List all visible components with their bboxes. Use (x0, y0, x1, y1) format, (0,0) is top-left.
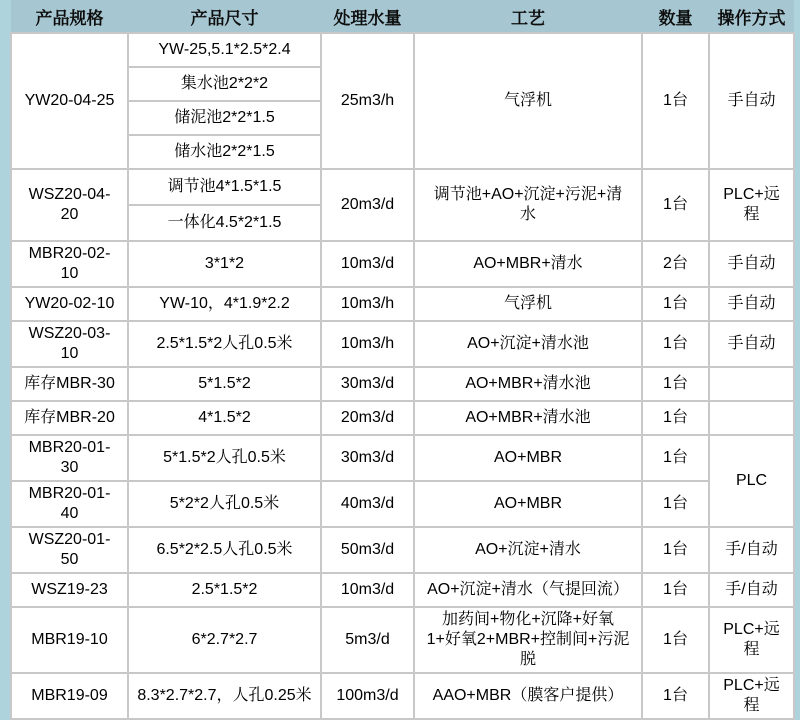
cell-dimension: 8.3*2.7*2.7，人孔0.25米 (128, 673, 321, 719)
cell-operation: PLC+远程 (709, 673, 794, 719)
cell-process: AO+MBR (414, 481, 642, 527)
table-row (11, 367, 794, 401)
cell-quantity: 1台 (642, 607, 709, 673)
cell-quantity: 1台 (642, 435, 709, 481)
cell-spec: YW20-04-25 (11, 33, 128, 169)
cell-quantity: 2台 (642, 241, 709, 287)
cell-spec: MBR19-09 (11, 673, 128, 719)
cell-capacity: 10m3/d (321, 573, 414, 607)
cell-quantity: 1台 (642, 169, 709, 241)
cell-capacity: 20m3/d (321, 169, 414, 241)
table-row (11, 573, 794, 607)
cell-dimension: YW-10，4*1.9*2.2 (128, 287, 321, 321)
cell-quantity: 1台 (642, 673, 709, 719)
cell-quantity: 1台 (642, 573, 709, 607)
cell-capacity: 10m3/h (321, 321, 414, 367)
table-header-row (11, 0, 794, 33)
cell-dimension: YW-25,5.1*2.5*2.4 (128, 33, 321, 67)
cell-operation (709, 401, 794, 435)
cell-spec: 库存MBR-30 (11, 367, 128, 401)
cell-operation: 手/自动 (709, 527, 794, 573)
table-row (11, 527, 794, 573)
cell-spec: MBR20-01-30 (11, 435, 128, 481)
cell-quantity: 1台 (642, 481, 709, 527)
cell-spec: MBR19-10 (11, 607, 128, 673)
cell-operation: 手自动 (709, 287, 794, 321)
cell-dimension: 5*2*2人孔0.5米 (128, 481, 321, 527)
cell-capacity: 100m3/d (321, 673, 414, 719)
table-row (11, 607, 794, 673)
cell-dimension: 一体化4.5*2*1.5 (128, 205, 321, 241)
col-header-process: 工艺 (414, 0, 642, 33)
cell-dimension: 储泥池2*2*1.5 (128, 101, 321, 135)
cell-dimension: 3*1*2 (128, 241, 321, 287)
table-row (11, 401, 794, 435)
cell-capacity: 5m3/d (321, 607, 414, 673)
cell-operation: PLC+远程 (709, 607, 794, 673)
table-row (11, 33, 794, 67)
cell-operation: 手自动 (709, 321, 794, 367)
cell-process: AO+MBR+清水 (414, 241, 642, 287)
cell-spec: MBR20-01-40 (11, 481, 128, 527)
cell-capacity: 20m3/d (321, 401, 414, 435)
table-row (11, 241, 794, 287)
cell-capacity: 30m3/d (321, 435, 414, 481)
cell-capacity: 10m3/d (321, 241, 414, 287)
cell-quantity: 1台 (642, 33, 709, 169)
cell-quantity: 1台 (642, 401, 709, 435)
cell-process: AO+MBR+清水池 (414, 367, 642, 401)
cell-dimension: 集水池2*2*2 (128, 67, 321, 101)
col-header-capacity: 处理水量 (321, 0, 414, 33)
cell-capacity: 50m3/d (321, 527, 414, 573)
col-header-size: 产品尺寸 (128, 0, 321, 33)
cell-spec: MBR20-02-10 (11, 241, 128, 287)
col-header-spec: 产品规格 (11, 0, 128, 33)
product-spec-table (10, 0, 795, 720)
cell-process: AAO+MBR（膜客户提供） (414, 673, 642, 719)
table-row (11, 673, 794, 719)
cell-spec: WSZ20-03-10 (11, 321, 128, 367)
table-row (11, 481, 794, 527)
cell-quantity: 1台 (642, 287, 709, 321)
cell-process: AO+沉淀+清水池 (414, 321, 642, 367)
table-row (11, 169, 794, 205)
cell-dimension: 6*2.7*2.7 (128, 607, 321, 673)
cell-operation: 手自动 (709, 33, 794, 169)
cell-capacity: 30m3/d (321, 367, 414, 401)
cell-spec: 库存MBR-20 (11, 401, 128, 435)
cell-dimension: 2.5*1.5*2人孔0.5米 (128, 321, 321, 367)
cell-dimension: 6.5*2*2.5人孔0.5米 (128, 527, 321, 573)
cell-spec: WSZ19-23 (11, 573, 128, 607)
cell-quantity: 1台 (642, 527, 709, 573)
cell-capacity: 10m3/h (321, 287, 414, 321)
cell-process: 加药间+物化+沉降+好氧1+好氧2+MBR+控制间+污泥脱 (414, 607, 642, 673)
cell-operation: PLC+远程 (709, 169, 794, 241)
cell-process: AO+MBR (414, 435, 642, 481)
table-row (11, 321, 794, 367)
table-row (11, 287, 794, 321)
cell-process: AO+沉淀+清水 (414, 527, 642, 573)
cell-capacity: 40m3/d (321, 481, 414, 527)
cell-process: AO+MBR+清水池 (414, 401, 642, 435)
cell-spec: YW20-02-10 (11, 287, 128, 321)
cell-dimension: 5*1.5*2人孔0.5米 (128, 435, 321, 481)
cell-process: 气浮机 (414, 33, 642, 169)
cell-capacity: 25m3/h (321, 33, 414, 169)
cell-operation: 手/自动 (709, 573, 794, 607)
col-header-operation: 操作方式 (709, 0, 794, 33)
cell-dimension: 调节池4*1.5*1.5 (128, 169, 321, 205)
cell-operation: PLC (709, 435, 794, 527)
cell-quantity: 1台 (642, 367, 709, 401)
cell-process: 气浮机 (414, 287, 642, 321)
cell-dimension: 2.5*1.5*2 (128, 573, 321, 607)
cell-process: 调节池+AO+沉淀+污泥+清水 (414, 169, 642, 241)
cell-quantity: 1台 (642, 321, 709, 367)
cell-operation (709, 367, 794, 401)
col-header-quantity: 数量 (642, 0, 709, 33)
cell-operation: 手自动 (709, 241, 794, 287)
table-row (11, 435, 794, 481)
cell-dimension: 5*1.5*2 (128, 367, 321, 401)
cell-dimension: 4*1.5*2 (128, 401, 321, 435)
cell-spec: WSZ20-04-20 (11, 169, 128, 241)
cell-spec: WSZ20-01-50 (11, 527, 128, 573)
cell-process: AO+沉淀+清水（气提回流） (414, 573, 642, 607)
cell-dimension: 储水池2*2*1.5 (128, 135, 321, 169)
